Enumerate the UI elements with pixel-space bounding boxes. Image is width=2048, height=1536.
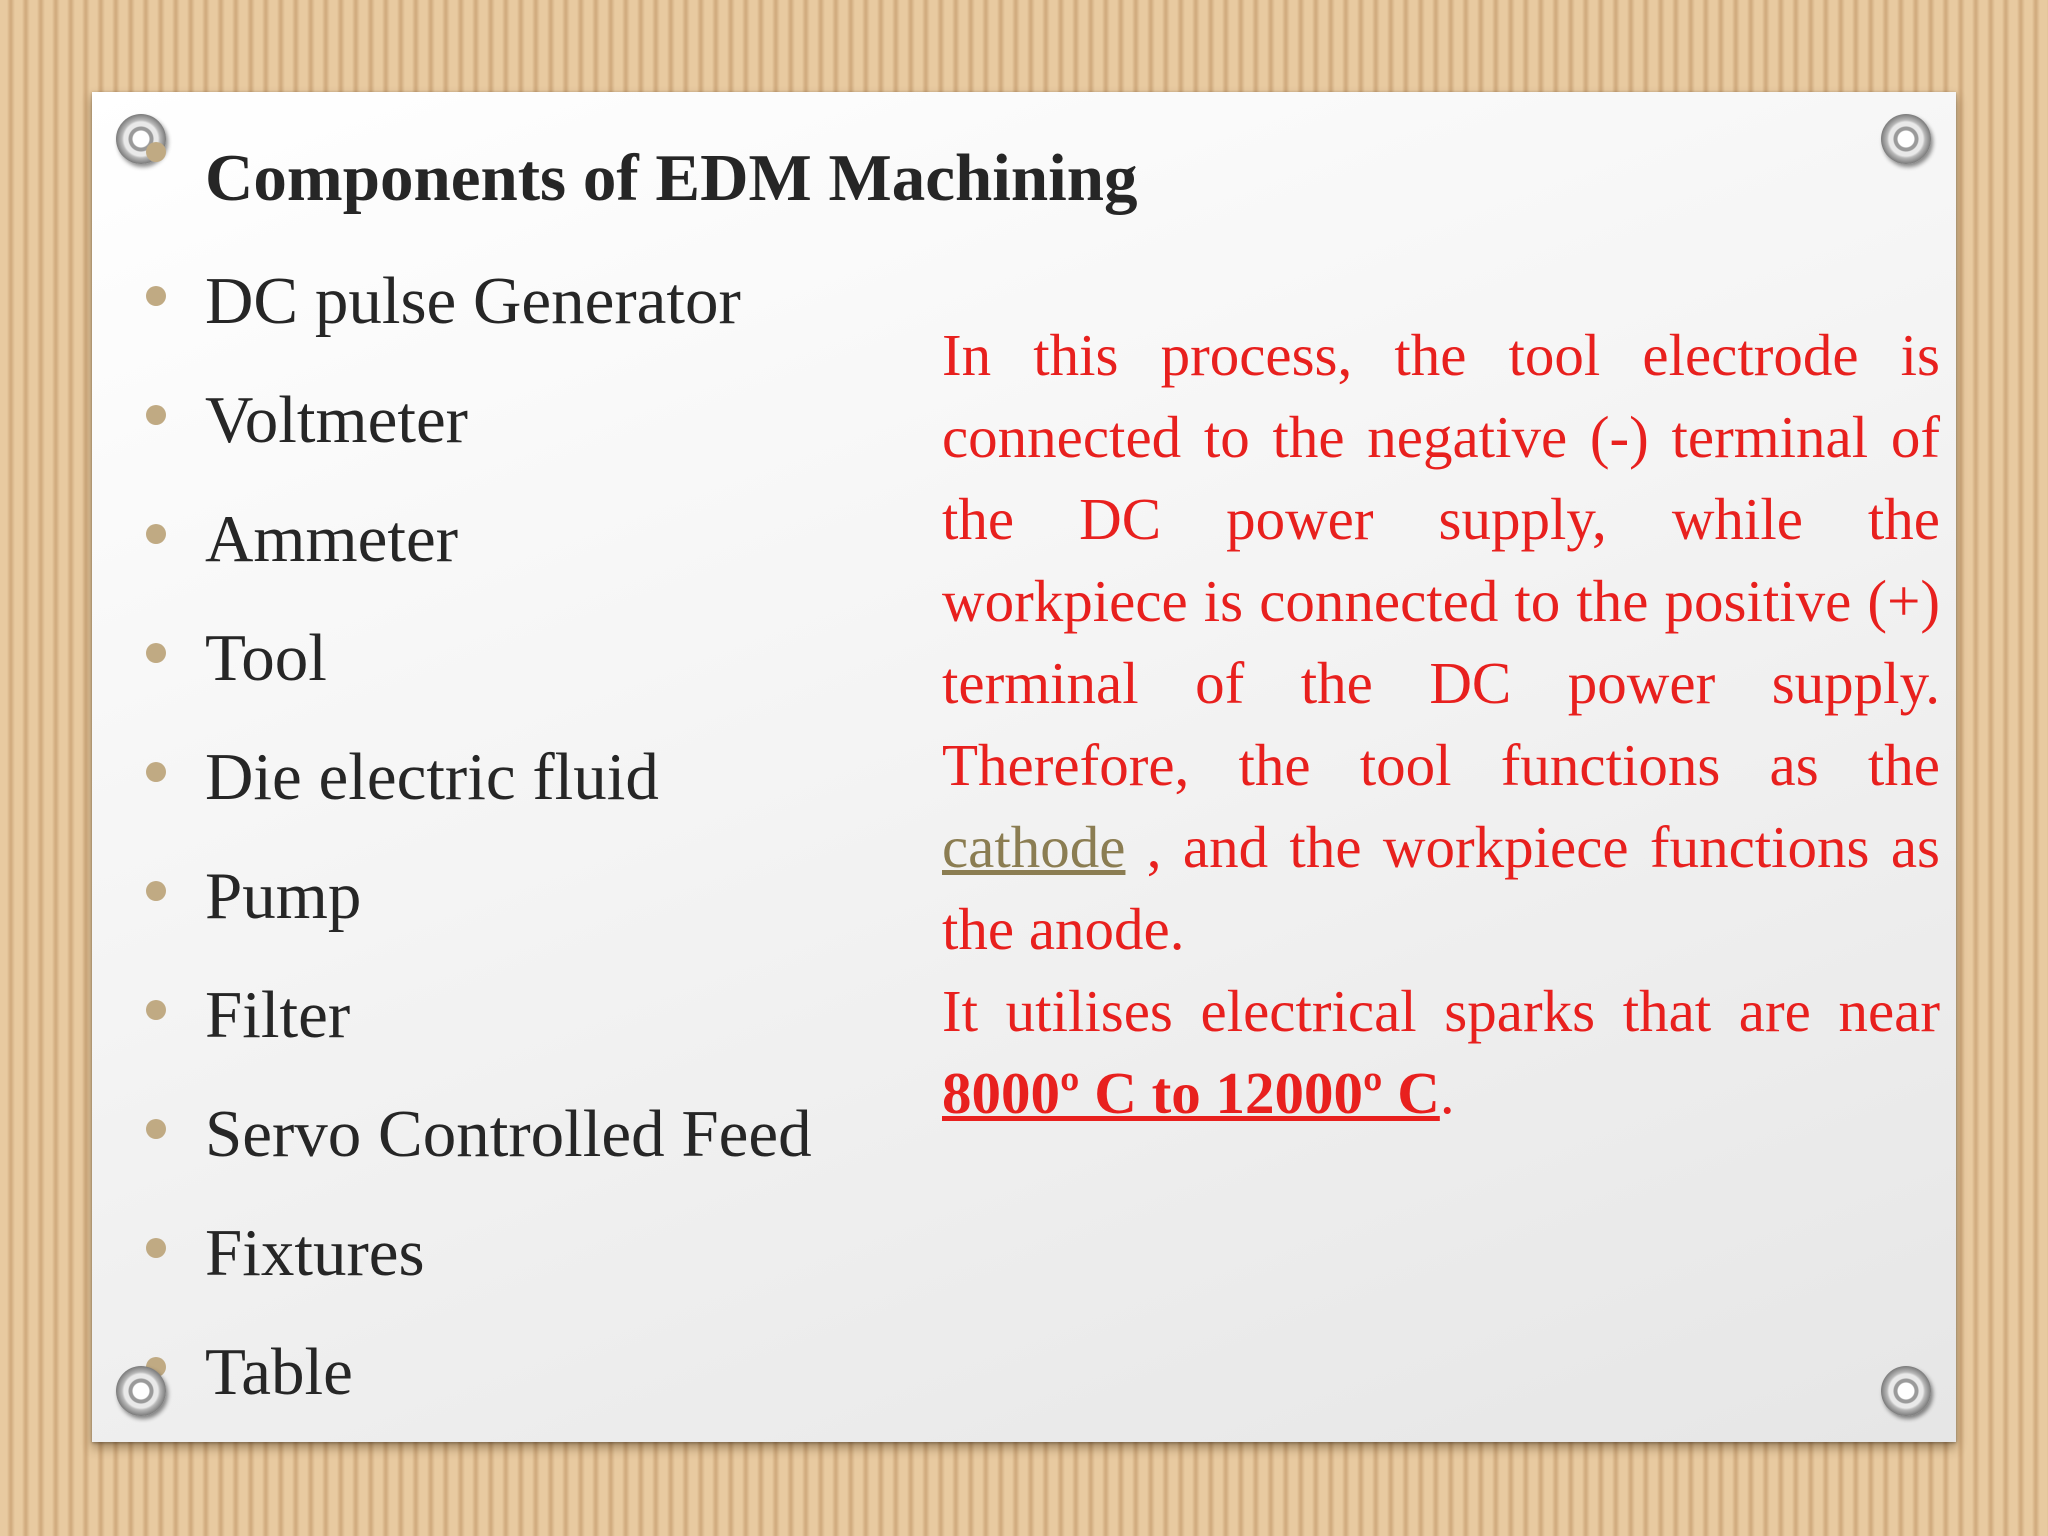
bullet-dot: [146, 1000, 166, 1020]
bullet-dot: [146, 524, 166, 544]
list-item: Servo Controlled Feed: [205, 1097, 812, 1171]
list-item: Voltmeter: [205, 383, 468, 457]
bullet-dot: [146, 405, 166, 425]
list-item: Fixtures: [205, 1216, 425, 1290]
list-item: DC pulse Generator: [205, 264, 741, 338]
list-item: Tool: [205, 621, 327, 695]
pin-icon: [116, 1366, 166, 1416]
temperature-range: 8000º C to 12000º C: [942, 1060, 1440, 1126]
bullet-dot: [146, 643, 166, 663]
bullet-dot: [146, 1238, 166, 1258]
cathode-link[interactable]: cathode: [942, 814, 1126, 880]
description-paragraph: [942, 314, 1940, 1134]
slide-heading: Components of EDM Machining: [205, 141, 1138, 215]
list-item: Ammeter: [205, 502, 459, 576]
paragraph-text: , and the workpiece functions as the anode.: [942, 814, 1940, 962]
paragraph-text: In this process, the tool electrode is connected to the negative (-) terminal of the DC power supply, while the workpiece is connected to the positive (+) terminal of the DC power supply. Therefore, the tool functions as the: [942, 322, 1940, 798]
list-item: Pump: [205, 859, 362, 933]
bullet-dot: [146, 762, 166, 782]
pin-icon: [1881, 114, 1931, 164]
list-item: Die electric fluid: [205, 740, 659, 814]
bullet-dot: [146, 881, 166, 901]
bullet-dot: [146, 1119, 166, 1139]
list-item: Table: [205, 1335, 353, 1409]
list-item: Filter: [205, 978, 351, 1052]
paragraph-text: .: [1439, 1060, 1455, 1126]
paragraph-text: It utilises electrical sparks that are near: [942, 978, 1940, 1044]
bullet-dot: [146, 142, 166, 162]
bullet-dot: [146, 286, 166, 306]
pin-icon: [1881, 1366, 1931, 1416]
